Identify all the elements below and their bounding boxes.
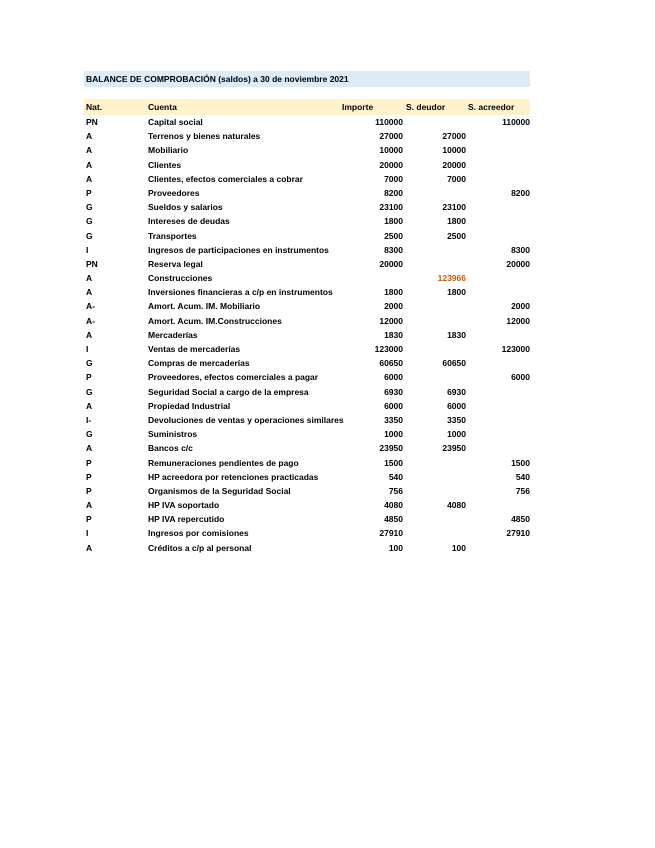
cell-deudor: 7000 bbox=[447, 173, 466, 184]
sheet-title: BALANCE DE COMPROBACIÓN (saldos) a 30 de noviembre 2021 bbox=[84, 71, 530, 87]
table-row bbox=[84, 484, 530, 498]
cell-nat: A bbox=[86, 173, 93, 184]
table-row bbox=[84, 314, 530, 328]
table-row bbox=[84, 399, 530, 413]
cell-cuenta: HP acreedora por retenciones practicadas bbox=[148, 471, 319, 482]
cell-nat: A bbox=[86, 329, 93, 340]
table-row bbox=[84, 526, 530, 540]
cell-importe: 1830 bbox=[384, 329, 403, 340]
cell-cuenta: Proveedores, efectos comerciales a pagar bbox=[148, 372, 319, 383]
cell-acreedor: 6000 bbox=[511, 372, 530, 383]
cell-importe: 4850 bbox=[384, 514, 403, 525]
table-row bbox=[84, 172, 530, 186]
cell-nat: A bbox=[86, 159, 93, 170]
cell-deudor: 20000 bbox=[442, 159, 466, 170]
cell-importe: 8300 bbox=[384, 244, 403, 255]
cell-nat: PN bbox=[86, 258, 98, 269]
header-nat: Nat. bbox=[86, 102, 103, 112]
cell-cuenta: Remuneraciones pendientes de pago bbox=[148, 457, 299, 468]
cell-nat: A bbox=[86, 131, 93, 142]
cell-importe: 756 bbox=[388, 485, 403, 496]
header-acreedor: S. acreedor bbox=[468, 102, 515, 112]
cell-importe: 1000 bbox=[384, 429, 403, 440]
cell-cuenta: Créditos a c/p al personal bbox=[148, 542, 252, 553]
table-row bbox=[84, 370, 530, 384]
cell-cuenta: Transportes bbox=[148, 230, 197, 241]
cell-nat: P bbox=[86, 457, 92, 468]
cell-nat: A bbox=[86, 443, 93, 454]
cell-nat: G bbox=[86, 216, 93, 227]
table-row bbox=[84, 243, 530, 257]
cell-importe: 27000 bbox=[379, 131, 403, 142]
cell-cuenta: Amort. Acum. IM.Construcciones bbox=[148, 315, 282, 326]
table-row bbox=[84, 158, 530, 172]
cell-cuenta: Bancos c/c bbox=[148, 443, 193, 454]
cell-acreedor: 20000 bbox=[506, 258, 530, 269]
table-row bbox=[84, 385, 530, 399]
cell-nat: I bbox=[86, 244, 89, 255]
cell-cuenta: Sueldos y salarios bbox=[148, 202, 223, 213]
cell-nat: A- bbox=[86, 301, 95, 312]
cell-importe: 6930 bbox=[384, 386, 403, 397]
header-deudor: S. deudor bbox=[406, 102, 446, 112]
table-row bbox=[84, 143, 530, 157]
cell-importe: 1800 bbox=[384, 287, 403, 298]
cell-importe: 1800 bbox=[384, 216, 403, 227]
cell-cuenta: Clientes, efectos comerciales a cobrar bbox=[148, 173, 303, 184]
cell-nat: A bbox=[86, 273, 93, 284]
table-row bbox=[84, 257, 530, 271]
table-row bbox=[84, 441, 530, 455]
cell-importe: 6000 bbox=[384, 372, 403, 383]
cell-cuenta: Ingresos por comisiones bbox=[148, 528, 249, 539]
cell-importe: 23950 bbox=[379, 443, 403, 454]
table-row bbox=[84, 285, 530, 299]
cell-deudor: 100 bbox=[451, 542, 466, 553]
cell-cuenta: Devoluciones de ventas y operaciones similares bbox=[148, 414, 344, 425]
cell-cuenta: Mercaderías bbox=[148, 329, 198, 340]
cell-acreedor: 27910 bbox=[506, 528, 530, 539]
cell-deudor: 10000 bbox=[442, 145, 466, 156]
cell-deudor: 1000 bbox=[447, 429, 466, 440]
cell-nat: G bbox=[86, 230, 93, 241]
table-row bbox=[84, 512, 530, 526]
cell-importe: 2500 bbox=[384, 230, 403, 241]
cell-cuenta: Construcciones bbox=[148, 273, 213, 284]
cell-acreedor: 8200 bbox=[511, 187, 530, 198]
cell-nat: P bbox=[86, 514, 92, 525]
cell-nat: G bbox=[86, 358, 93, 369]
table-row bbox=[84, 299, 530, 313]
table-row bbox=[84, 186, 530, 200]
cell-importe: 20000 bbox=[379, 159, 403, 170]
cell-importe: 1500 bbox=[384, 457, 403, 468]
cell-deudor: 6000 bbox=[447, 400, 466, 411]
cell-nat: P bbox=[86, 187, 92, 198]
cell-cuenta: HP IVA repercutido bbox=[148, 514, 225, 525]
cell-deudor: 4080 bbox=[447, 500, 466, 511]
cell-deudor: 1800 bbox=[447, 216, 466, 227]
cell-nat: PN bbox=[86, 117, 98, 127]
cell-deudor: 6930 bbox=[447, 386, 466, 397]
cell-importe: 27910 bbox=[379, 528, 403, 539]
table-row bbox=[84, 541, 530, 555]
cell-cuenta: HP IVA soportado bbox=[148, 500, 220, 511]
table-row bbox=[84, 328, 530, 342]
table-body bbox=[84, 115, 530, 555]
table-row bbox=[84, 229, 530, 243]
cell-nat: G bbox=[86, 386, 93, 397]
cell-acreedor: 756 bbox=[515, 485, 530, 496]
cell-nat: A- bbox=[86, 315, 95, 326]
cell-importe: 540 bbox=[388, 471, 403, 482]
table-row bbox=[84, 214, 530, 228]
cell-nat: I- bbox=[86, 414, 92, 425]
table-row bbox=[84, 456, 530, 470]
cell-cuenta: Reserva legal bbox=[148, 258, 203, 269]
cell-acreedor: 540 bbox=[515, 471, 530, 482]
cell-acreedor: 123000 bbox=[501, 344, 530, 354]
cell-importe: 6000 bbox=[384, 400, 403, 411]
cell-nat: A bbox=[86, 542, 93, 553]
cell-cuenta: Intereses de deudas bbox=[148, 216, 230, 227]
cell-cuenta: Ingresos de participaciones en instrumentos bbox=[148, 244, 329, 255]
cell-nat: A bbox=[86, 145, 93, 156]
cell-acreedor: 2000 bbox=[511, 301, 530, 312]
cell-cuenta: Terrenos y bienes naturales bbox=[148, 131, 261, 142]
cell-importe: 2000 bbox=[384, 301, 403, 312]
cell-cuenta: Inversiones financieras a c/p en instrumentos bbox=[148, 287, 333, 298]
cell-nat: I bbox=[86, 528, 89, 539]
table-row bbox=[84, 115, 530, 129]
cell-importe: 7000 bbox=[384, 173, 403, 184]
cell-deudor: 23100 bbox=[442, 202, 466, 213]
cell-importe: 8200 bbox=[384, 187, 403, 198]
cell-importe: 100 bbox=[388, 542, 403, 553]
cell-acreedor: 4850 bbox=[511, 514, 530, 525]
header-importe: Importe bbox=[342, 102, 374, 112]
cell-cuenta: Organismos de la Seguridad Social bbox=[148, 485, 291, 496]
cell-nat: I bbox=[86, 344, 89, 354]
cell-deudor: 123966 bbox=[437, 273, 466, 284]
cell-cuenta: Proveedores bbox=[148, 187, 200, 198]
cell-cuenta: Seguridad Social a cargo de la empresa bbox=[148, 386, 309, 397]
table-row bbox=[84, 342, 530, 356]
table-row bbox=[84, 129, 530, 143]
cell-acreedor: 110000 bbox=[502, 117, 530, 127]
cell-cuenta: Clientes bbox=[148, 159, 182, 170]
cell-nat: A bbox=[86, 400, 93, 411]
table-row bbox=[84, 356, 530, 370]
cell-deudor: 23950 bbox=[442, 443, 466, 454]
cell-acreedor: 12000 bbox=[506, 315, 530, 326]
cell-cuenta: Suministros bbox=[148, 429, 198, 440]
cell-cuenta: Capital social bbox=[148, 117, 203, 127]
cell-importe: 12000 bbox=[379, 315, 403, 326]
cell-deudor: 3350 bbox=[447, 414, 466, 425]
cell-importe: 20000 bbox=[379, 258, 403, 269]
cell-nat: A bbox=[86, 500, 93, 511]
cell-importe: 60650 bbox=[379, 358, 403, 369]
table-row bbox=[84, 413, 530, 427]
cell-nat: G bbox=[86, 429, 93, 440]
table-header bbox=[84, 99, 530, 115]
cell-acreedor: 1500 bbox=[511, 457, 530, 468]
cell-cuenta: Compras de mercaderías bbox=[148, 358, 250, 369]
table-row bbox=[84, 470, 530, 484]
cell-nat: G bbox=[86, 202, 93, 213]
cell-importe: 3350 bbox=[384, 414, 403, 425]
cell-nat: A bbox=[86, 287, 93, 298]
cell-cuenta: Amort. Acum. IM. Mobiliario bbox=[148, 301, 261, 312]
table-row bbox=[84, 271, 530, 285]
table-row bbox=[84, 498, 530, 512]
header-cuenta: Cuenta bbox=[148, 102, 177, 112]
table-row bbox=[84, 427, 530, 441]
cell-deudor: 2500 bbox=[447, 230, 466, 241]
cell-deudor: 60650 bbox=[442, 358, 466, 369]
cell-acreedor: 8300 bbox=[511, 244, 530, 255]
cell-nat: P bbox=[86, 372, 92, 383]
cell-importe: 110000 bbox=[375, 117, 403, 127]
cell-cuenta: Ventas de mercaderías bbox=[148, 344, 241, 354]
cell-importe: 4080 bbox=[384, 500, 403, 511]
cell-nat: P bbox=[86, 485, 92, 496]
cell-importe: 123000 bbox=[374, 344, 403, 354]
cell-cuenta: Mobiliario bbox=[148, 145, 189, 156]
cell-deudor: 27000 bbox=[442, 131, 466, 142]
cell-nat: P bbox=[86, 471, 92, 482]
cell-deudor: 1800 bbox=[447, 287, 466, 298]
cell-deudor: 1830 bbox=[447, 329, 466, 340]
table-row bbox=[84, 200, 530, 214]
cell-cuenta: Propiedad Industrial bbox=[148, 400, 231, 411]
cell-importe: 23100 bbox=[379, 202, 403, 213]
cell-importe: 10000 bbox=[379, 145, 403, 156]
